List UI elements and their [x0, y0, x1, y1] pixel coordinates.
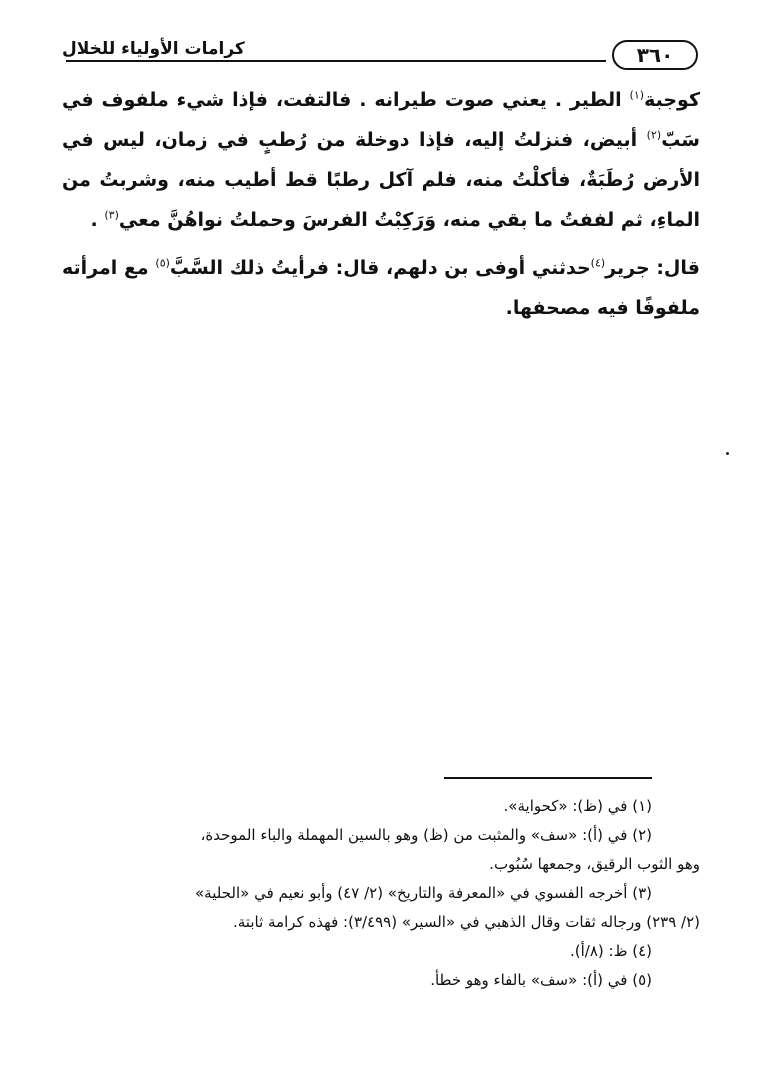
footnote-text: ظ: (٨/أ).: [569, 942, 633, 960]
footnote-continuation: (٢/ ٢٣٩) ورجاله ثقات وقال الذهبي في «السير» (٣/٤٩٩): فهذه كرامة ثابتة.: [232, 913, 700, 931]
running-title: كرامات الأولياء للخلال: [58, 38, 249, 60]
footnotes: [58, 792, 700, 995]
text-segment: قال: جرير: [605, 257, 700, 279]
text-segment: الطير . يعني صوت طيرانه . فالتفت، فإذا شيء ملفوف في سَبّ: [62, 89, 700, 151]
page-number: ٣٦٠: [612, 40, 698, 70]
footnote-number: (٥): [632, 971, 652, 989]
footnote-reference: (٥): [155, 256, 170, 270]
footnote-reference: (١): [629, 88, 645, 102]
footnote-text: في (ظ): «كحواية».: [503, 797, 633, 815]
footnote: [58, 821, 700, 850]
footnote-reference: (٣): [104, 208, 119, 222]
footnote-number: (٢): [632, 826, 652, 844]
header-rule: [66, 60, 606, 62]
footnote-text: أخرجه الفسوي في «المعرفة والتاريخ» (٢/ ٤٧) وأبو نعيم في «الحلية»: [195, 884, 633, 902]
footnote-reference: (٢): [646, 128, 662, 142]
footnote-continuation: وهو الثوب الرقيق، وجمعها سُبُوب.: [489, 855, 700, 873]
footnote-text: في (أ): «سف» والمثبت من (ظ) وهو بالسين المهملة والباء الموحدة،: [200, 826, 633, 844]
footnote: [58, 966, 700, 995]
footnote-number: (١): [632, 797, 652, 815]
footnote-number: (٣): [632, 884, 652, 902]
text-segment: أبيض، فنزلتُ إليه، فإذا دوخلة من رُطبٍ في زمان، ليس في الأرض رُطَبَةٌ، فأكلْتُ منه، فلم آكل رطبًا قط أطيب منه، وشربتُ من الماءِ، ثم لففتُ ما بقي منه، وَرَكِبْتُ الفرسَ وحملتُ نواهُنَّ معي: [62, 129, 700, 231]
footnote-reference: (٤): [590, 256, 606, 270]
footnote: [58, 937, 700, 966]
paragraph: [62, 80, 700, 240]
text-segment: كوجبة: [644, 89, 700, 111]
text-segment: .: [90, 209, 105, 231]
footnote-number: (٤): [632, 942, 652, 960]
footnote: [58, 879, 700, 908]
main-text: [62, 80, 700, 328]
footnote: [58, 792, 700, 821]
paragraph: [62, 248, 700, 328]
text-segment: مع امرأته ملفوفًا فيه مصحفها.: [62, 257, 700, 319]
text-segment: حدثني أوفى بن دلهم، قال: فرأيتُ ذلك السَّبَّ: [169, 257, 591, 279]
footnote-text: في (أ): «سف» بالفاء وهو خطأ.: [430, 971, 633, 989]
footnote-separator: [444, 777, 652, 779]
page-header: [58, 38, 698, 72]
scan-speck: [726, 452, 729, 455]
